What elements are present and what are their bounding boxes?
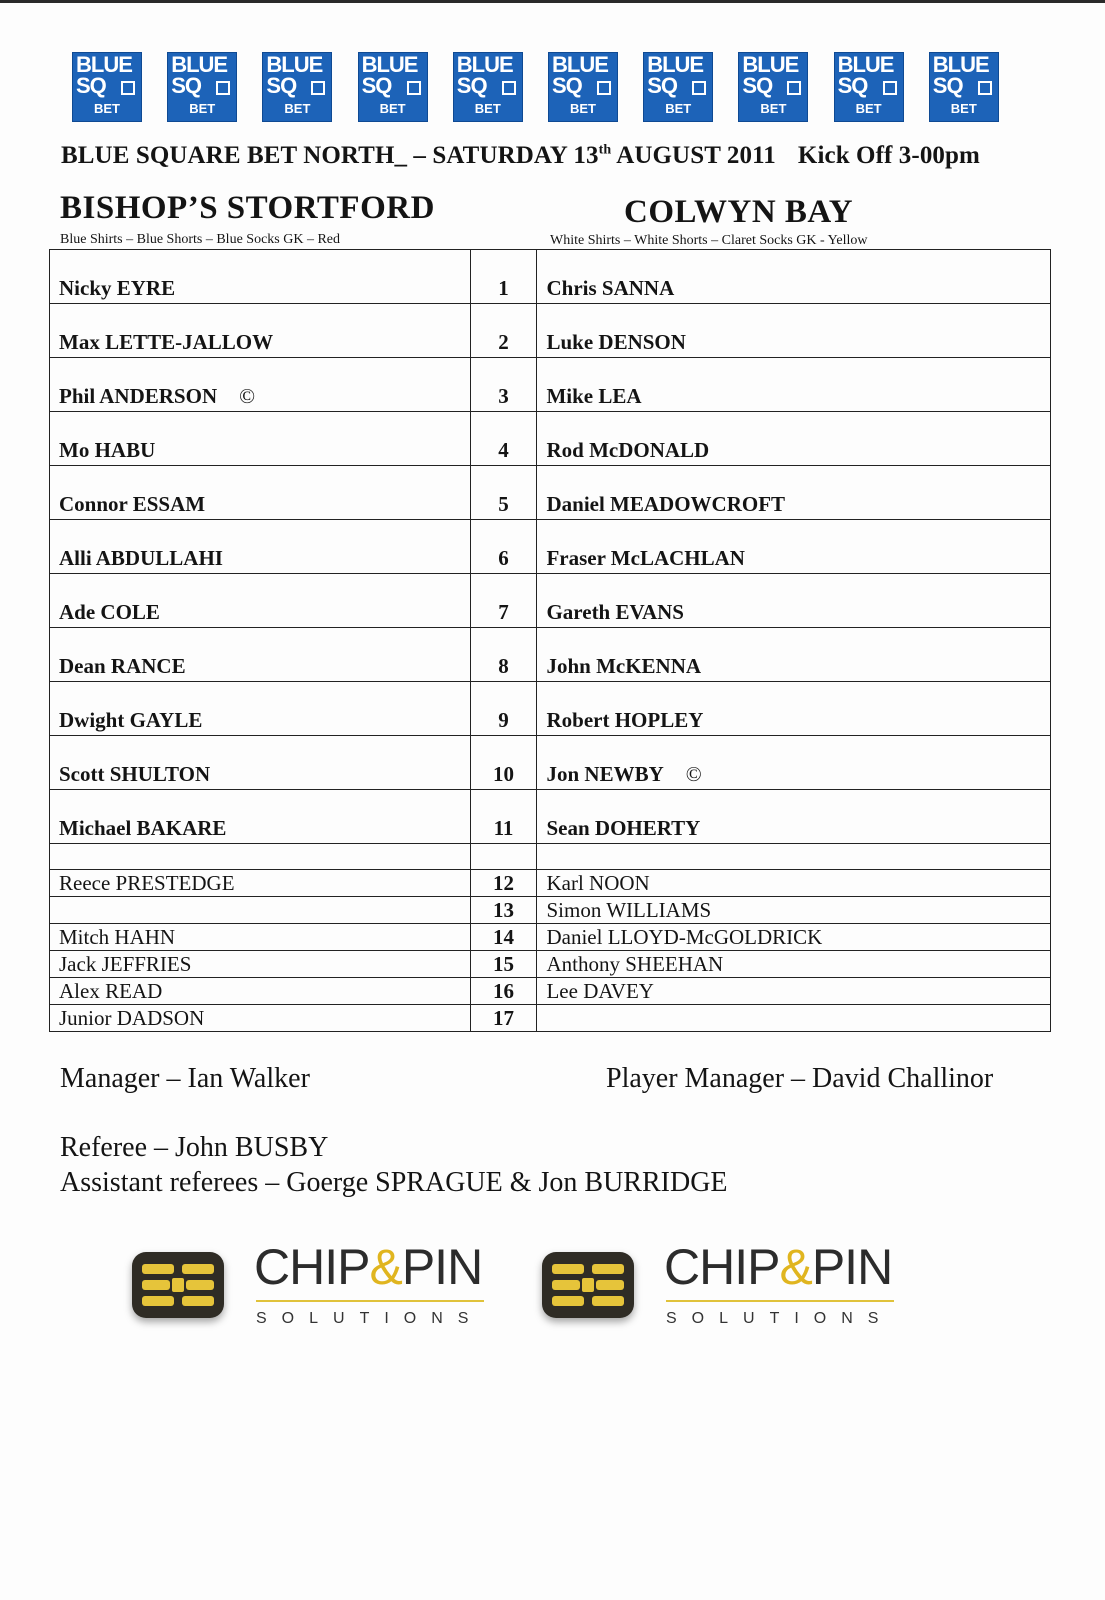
away-player xyxy=(537,304,1051,358)
home-player xyxy=(50,790,471,844)
empty-cell xyxy=(470,844,537,870)
logo-line-3: BET xyxy=(474,101,501,116)
assistant-referees: Assistant referees – Goerge SPRAGUE & Jon BURRIDGE xyxy=(60,1167,728,1198)
home-player xyxy=(50,250,471,304)
away-player xyxy=(537,250,1051,304)
away-player xyxy=(537,412,1051,466)
table-row xyxy=(50,520,1051,574)
away-player-name: Lee DAVEY xyxy=(546,978,654,1003)
logo-line-1: BLUE xyxy=(837,52,894,77)
away-player-name: Rod McDONALD xyxy=(546,438,710,462)
logo-line-3: BET xyxy=(94,101,120,116)
logo-line-1: BLUE xyxy=(361,52,418,77)
blue-square-bet-logo xyxy=(738,52,808,122)
chip-card-icon xyxy=(132,1252,224,1318)
table-divider-row xyxy=(50,844,1051,870)
shirt-number: 15 xyxy=(470,951,537,978)
wordmark-pin: PIN xyxy=(811,1239,893,1295)
table-row xyxy=(50,466,1051,520)
blue-square-bet-logo xyxy=(262,52,332,122)
square-icon xyxy=(597,81,611,95)
match-date-rest: AUGUST 2011 xyxy=(611,142,776,169)
shirt-number: 11 xyxy=(470,790,537,844)
logo-line-3: BET xyxy=(284,101,311,116)
home-player xyxy=(50,628,471,682)
home-player xyxy=(50,358,471,412)
home-player-name: Alli ABDULLAHI xyxy=(59,546,223,570)
home-player-name: Ade COLE xyxy=(59,600,160,624)
table-row xyxy=(50,1005,1051,1032)
away-player xyxy=(537,682,1051,736)
match-title xyxy=(61,142,1081,170)
logo-line-3: BET xyxy=(665,101,692,116)
logo-line-3: BET xyxy=(760,101,787,116)
table-row xyxy=(50,412,1051,466)
wordmark-ampersand: & xyxy=(779,1239,812,1295)
logo-line-1: BLUE xyxy=(552,52,608,77)
blue-square-bet-logo xyxy=(72,52,142,122)
logo-line-1: BLUE xyxy=(742,52,799,77)
logo-line-3: BET xyxy=(379,101,406,116)
shirt-number: 16 xyxy=(470,978,537,1005)
table-row xyxy=(50,736,1051,790)
square-icon xyxy=(407,81,421,95)
home-player-name: Phil ANDERSON xyxy=(59,384,218,408)
shirt-number: 12 xyxy=(470,870,537,897)
square-icon xyxy=(311,81,325,95)
home-team-kit: Blue Shirts – Blue Shorts – Blue Socks GK – Red xyxy=(60,232,341,247)
away-player-name: Karl NOON xyxy=(546,870,650,895)
away-player-name: Chris SANNA xyxy=(546,276,675,300)
logo-line-2: SQ xyxy=(76,73,106,98)
home-player-name: Jack JEFFRIES xyxy=(59,951,192,976)
logo-line-2: SQ xyxy=(266,73,297,98)
wordmark-chip: CHIP xyxy=(254,1239,370,1295)
away-team-kit: White Shirts – White Shorts – Claret Socks GK - Yellow xyxy=(550,233,868,248)
away-manager: Player Manager – David Challinor xyxy=(606,1063,994,1094)
away-player-name: Luke DENSON xyxy=(546,330,686,354)
away-player-name: Daniel MEADOWCROFT xyxy=(546,492,786,516)
blue-square-bet-logo xyxy=(834,52,904,122)
away-player-name: Fraser McLACHLAN xyxy=(546,546,745,570)
logo-line-1: BLUE xyxy=(266,52,323,77)
logo-line-2: SQ xyxy=(837,73,868,98)
logo-line-1: BLUE xyxy=(171,52,228,77)
square-icon xyxy=(692,81,706,95)
table-row xyxy=(50,978,1051,1005)
away-player xyxy=(537,790,1051,844)
logo-line-2: SQ xyxy=(171,73,201,98)
shirt-number: 5 xyxy=(470,466,537,520)
shirt-number: 6 xyxy=(470,520,537,574)
home-player xyxy=(50,682,471,736)
square-icon xyxy=(216,81,230,95)
away-player xyxy=(537,736,1051,790)
away-player-name: Mike LEA xyxy=(546,384,642,408)
home-player xyxy=(50,951,471,978)
captain-mark-icon: © xyxy=(685,762,702,786)
home-player xyxy=(50,897,471,924)
home-player-name: Junior DADSON xyxy=(59,1005,205,1030)
logo-line-3: BET xyxy=(855,101,882,116)
table-row xyxy=(50,250,1051,304)
home-player-name: Mo HABU xyxy=(59,438,156,462)
home-manager: Manager – Ian Walker xyxy=(60,1063,310,1094)
away-player-name: Sean DOHERTY xyxy=(546,816,701,840)
square-icon xyxy=(978,81,992,95)
shirt-number: 17 xyxy=(470,1005,537,1032)
shirt-number: 3 xyxy=(470,358,537,412)
home-player xyxy=(50,924,471,951)
shirt-number: 7 xyxy=(470,574,537,628)
shirt-number: 8 xyxy=(470,628,537,682)
home-player-name: Dean RANCE xyxy=(59,654,186,678)
chip-and-pin-wordmark xyxy=(254,1238,482,1296)
away-player xyxy=(537,574,1051,628)
away-player-name: Gareth EVANS xyxy=(546,600,684,624)
chip-and-pin-logo xyxy=(132,1238,512,1338)
away-player xyxy=(537,358,1051,412)
away-player xyxy=(537,466,1051,520)
blue-square-bet-logo xyxy=(358,52,428,122)
chip-card-icon xyxy=(542,1252,634,1318)
home-player xyxy=(50,574,471,628)
logo-line-1: BLUE xyxy=(647,52,704,77)
logo-line-3: BET xyxy=(570,101,596,116)
square-icon xyxy=(502,81,516,95)
table-row xyxy=(50,790,1051,844)
home-player-name: Nicky EYRE xyxy=(59,276,176,300)
away-player-name: Daniel LLOYD-McGOLDRICK xyxy=(546,924,823,949)
home-player xyxy=(50,736,471,790)
wordmark-solutions: SOLUTIONS xyxy=(256,1310,484,1327)
shirt-number: 10 xyxy=(470,736,537,790)
blue-square-bet-logo xyxy=(548,52,618,122)
home-team-name: BISHOP’S STORTFORD xyxy=(60,190,435,226)
away-player-name: Jon NEWBY xyxy=(546,762,664,786)
logo-line-2: SQ xyxy=(552,73,582,98)
away-player-name: John McKENNA xyxy=(546,654,702,678)
logo-line-2: SQ xyxy=(932,73,963,98)
table-row xyxy=(50,924,1051,951)
wordmark-underline xyxy=(256,1300,484,1302)
shirt-number: 14 xyxy=(470,924,537,951)
team-sheet-table xyxy=(49,249,1051,1032)
table-row xyxy=(50,870,1051,897)
square-icon xyxy=(787,81,801,95)
logo-line-2: SQ xyxy=(361,73,392,98)
home-player xyxy=(50,466,471,520)
away-player xyxy=(537,978,1051,1005)
blue-square-bet-logo xyxy=(453,52,523,122)
empty-cell xyxy=(50,844,471,870)
chip-and-pin-wordmark xyxy=(664,1238,892,1296)
logo-line-2: SQ xyxy=(456,73,487,98)
away-player-name: Simon WILLIAMS xyxy=(546,897,712,922)
logo-line-3: BET xyxy=(189,101,216,116)
away-player xyxy=(537,520,1051,574)
home-player xyxy=(50,520,471,574)
wordmark-ampersand: & xyxy=(369,1239,402,1295)
blue-square-bet-logo xyxy=(929,52,999,122)
wordmark-solutions: SOLUTIONS xyxy=(666,1310,894,1327)
square-icon xyxy=(121,81,135,95)
table-row xyxy=(50,358,1051,412)
home-player-name: Dwight GAYLE xyxy=(59,708,203,732)
logo-line-1: BLUE xyxy=(456,52,513,77)
away-player xyxy=(537,1005,1051,1032)
logo-line-2: SQ xyxy=(647,73,677,98)
square-icon xyxy=(883,81,897,95)
wordmark-chip: CHIP xyxy=(664,1239,780,1295)
shirt-number: 4 xyxy=(470,412,537,466)
page-top-rule xyxy=(0,0,1105,3)
table-row xyxy=(50,951,1051,978)
match-date-day: _ – SATURDAY 13 xyxy=(394,142,599,169)
shirt-number: 2 xyxy=(470,304,537,358)
wordmark-underline xyxy=(666,1300,894,1302)
home-player-name: Scott SHULTON xyxy=(59,762,211,786)
home-player xyxy=(50,978,471,1005)
away-player-name: Robert HOPLEY xyxy=(546,708,704,732)
table-row xyxy=(50,628,1051,682)
home-player xyxy=(50,412,471,466)
logo-line-1: BLUE xyxy=(932,52,989,77)
home-player xyxy=(50,870,471,897)
blue-square-bet-logo xyxy=(643,52,713,122)
home-player-name: Alex READ xyxy=(59,978,163,1003)
captain-mark-icon: © xyxy=(239,384,256,408)
home-player xyxy=(50,1005,471,1032)
logo-line-3: BET xyxy=(950,101,977,116)
wordmark-pin: PIN xyxy=(401,1239,483,1295)
match-date-suffix: th xyxy=(598,142,612,158)
table-row xyxy=(50,682,1051,736)
away-player xyxy=(537,897,1051,924)
home-player xyxy=(50,304,471,358)
away-player xyxy=(537,628,1051,682)
away-team-name: COLWYN BAY xyxy=(624,194,854,230)
shirt-number: 13 xyxy=(470,897,537,924)
kick-off-time: Kick Off 3-00pm xyxy=(797,142,980,169)
away-player xyxy=(537,924,1051,951)
home-player-name: Mitch HAHN xyxy=(59,924,176,949)
home-player-name: Reece PRESTEDGE xyxy=(59,870,235,895)
away-player xyxy=(537,951,1051,978)
blue-square-bet-logo xyxy=(167,52,237,122)
home-player-name: Michael BAKARE xyxy=(59,816,227,840)
away-player-name: Anthony SHEEHAN xyxy=(546,951,724,976)
logo-line-2: SQ xyxy=(742,73,773,98)
league-name: BLUE SQUARE BET NORTH xyxy=(61,142,395,169)
table-row xyxy=(50,304,1051,358)
shirt-number: 9 xyxy=(470,682,537,736)
logo-line-1: BLUE xyxy=(76,52,132,77)
shirt-number: 1 xyxy=(470,250,537,304)
referee: Referee – John BUSBY xyxy=(60,1132,329,1163)
home-player-name: Max LETTE-JALLOW xyxy=(59,330,274,354)
home-player-name: Connor ESSAM xyxy=(59,492,206,516)
table-row xyxy=(50,574,1051,628)
table-row xyxy=(50,897,1051,924)
chip-and-pin-logo xyxy=(542,1238,922,1338)
away-player xyxy=(537,870,1051,897)
empty-cell xyxy=(537,844,1051,870)
